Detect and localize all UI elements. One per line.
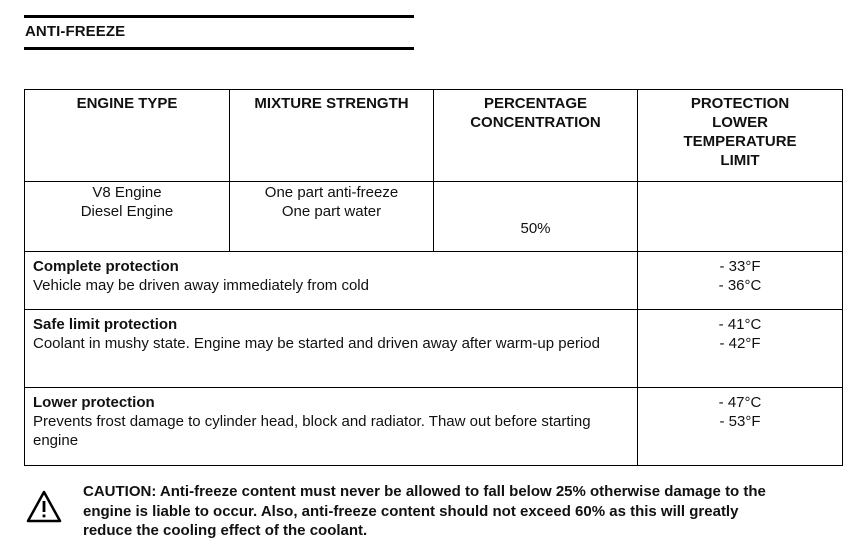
protection-temps: - 41°C - 42°F [638, 310, 843, 388]
caution-text: CAUTION: Anti-freeze content must never be allowed to fall below 25% otherwise damage to the engine is liable to occur. Also, anti-freeze content should not exceed 60% as this will greatly reduce the cooling effect of the coolant. [83, 483, 766, 539]
engine-row [25, 182, 843, 252]
header-mixture-strength: MIXTURE STRENGTH [230, 90, 434, 182]
protection-description: Complete protection Vehicle may be driven away immediately from cold [25, 252, 638, 310]
section-bottom-rule [24, 47, 414, 50]
concentration-cell: 50% [434, 182, 638, 252]
engine-type-cell: V8 Engine Diesel Engine [25, 182, 230, 252]
section-top-rule [24, 15, 414, 18]
warning-triangle-icon [26, 490, 62, 524]
protection-row-complete [25, 252, 843, 310]
protection-description: Safe limit protection Coolant in mushy state. Engine may be started and driven away after warm-up period [25, 310, 638, 388]
header-engine-type: ENGINE TYPE [25, 90, 230, 182]
protection-description: Lower protection Prevents frost damage to cylinder head, block and radiator. Thaw out before starting engine [25, 388, 638, 466]
protection-temps: - 33°F - 36°C [638, 252, 843, 310]
protection-row-safe-limit [25, 310, 843, 388]
limit-cell [638, 182, 843, 252]
section-title: ANTI-FREEZE [25, 23, 126, 40]
caution-block [24, 481, 844, 541]
protection-row-lower [25, 388, 843, 466]
header-percentage-concentration: PERCENTAGE CONCENTRATION [434, 90, 638, 182]
header-protection-limit: PROTECTION LOWER TEMPERATURE LIMIT [638, 90, 843, 182]
anti-freeze-table [24, 89, 843, 466]
protection-temps: - 47°C - 53°F [638, 388, 843, 466]
table-header-row [25, 90, 843, 182]
mixture-cell: One part anti-freeze One part water [230, 182, 434, 252]
